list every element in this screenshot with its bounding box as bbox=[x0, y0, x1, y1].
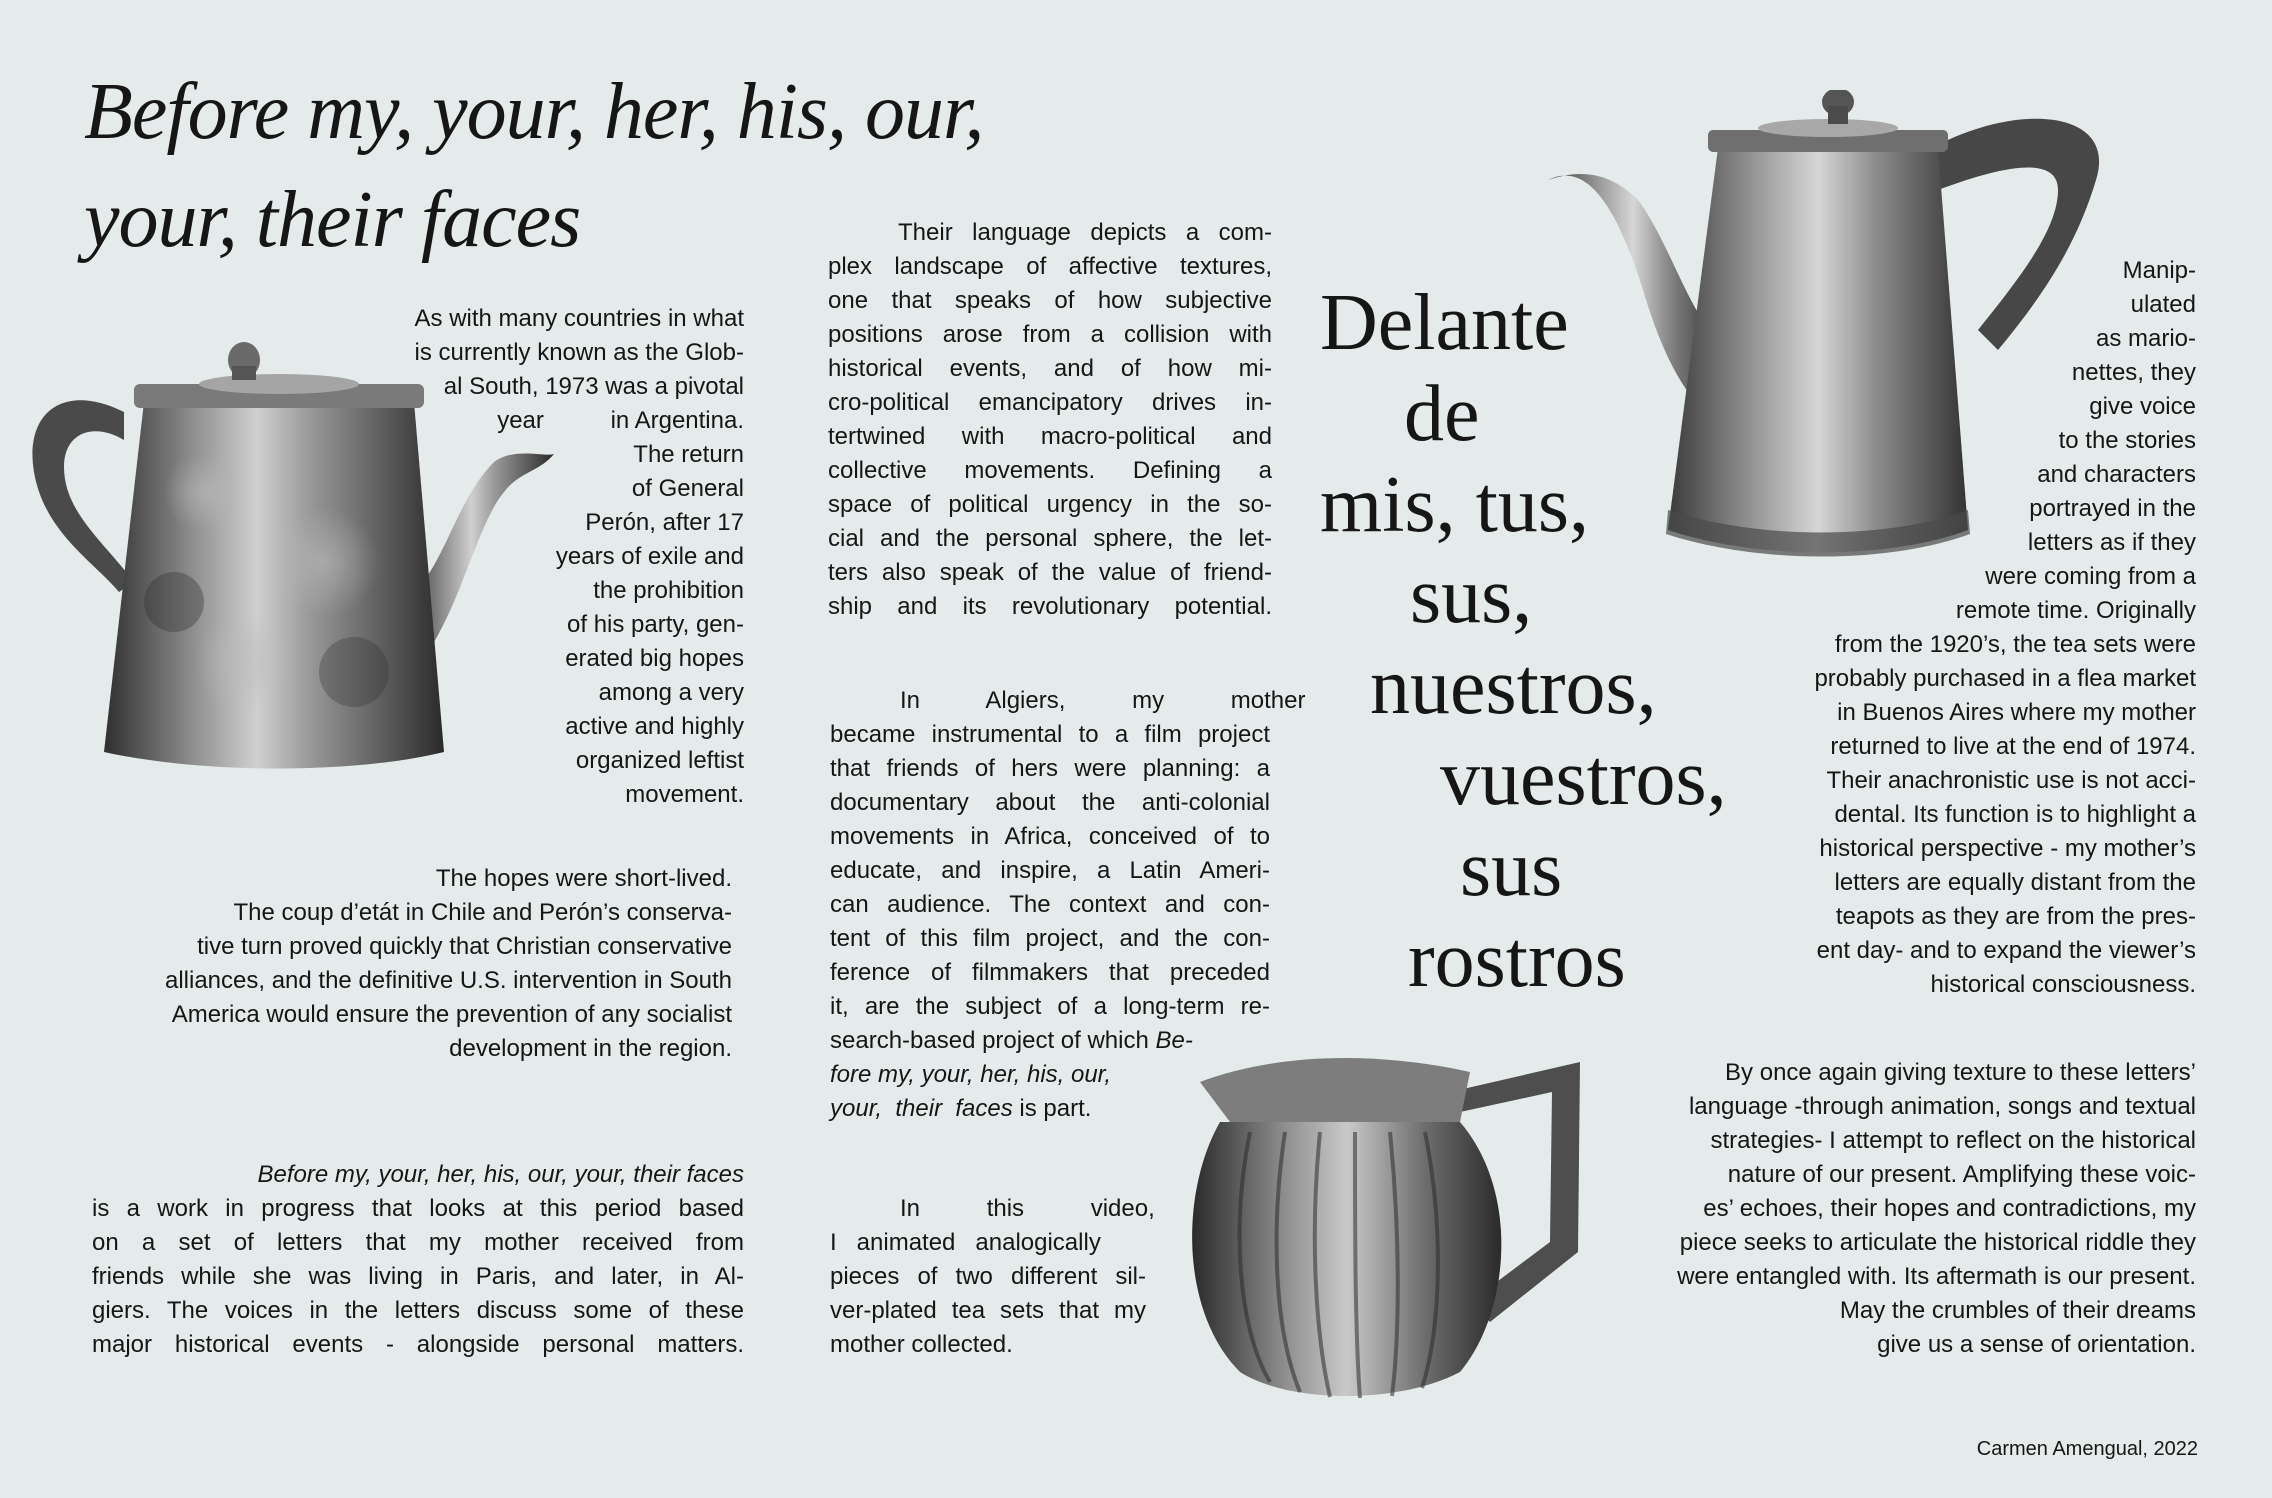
project-title-italic: Before my, your, her, his, our, your, their faces bbox=[257, 1161, 744, 1188]
project-paragraph bbox=[92, 1158, 744, 1362]
video-paragraph bbox=[830, 1192, 1155, 1362]
marionettes-paragraph bbox=[1746, 254, 2196, 1002]
spanish-title-line: de bbox=[1404, 370, 1480, 458]
project-text: Before my, your, her, his, our, your, their faces is a work in progress that looks at this period based on a set of letters that my mother received from friends while she was living in Paris, and later, in Al- giers. The voices in the letters discuss some of these major historical events - alongside personal matters. bbox=[92, 1158, 744, 1362]
marionettes-text: Manip- ulated as mario- nettes, they give voice to the stories and characters portrayed in the letters as if they were coming from a remote time. Originally from the 1920’s, the tea sets were probably purchased in a flea market in Buenos Aires where my mother returned to live at the end of 1974. Their anachronistic use is not acci- dental. Its function is to highlight a historical perspective - my mother’s letters are equally distant from the teapots as they are from the pres- ent day- and to expand the viewer’s historical consciousness. bbox=[1814, 257, 2196, 998]
intro-text: As with many countries in what is currently known as the Glob- al South, 1973 was a pivotal year in Argentina. The return of General Perón, after 17 years of exile and the prohibition of his party, gen- erated big hopes among a very active and highly organized leftist movement. bbox=[414, 305, 744, 808]
credit-line: Carmen Amengual, 2022 bbox=[1976, 1438, 2198, 1460]
intro-paragraph bbox=[330, 302, 744, 812]
spanish-title-line: mis, tus, bbox=[1320, 461, 1589, 549]
creamer-image bbox=[1160, 1052, 1580, 1404]
algiers-text: In Algiers, my mother became instrumental to a film project that friends of hers were planning: a documentary about the anti-colonial movements in Africa, conceived of to educate, and inspire, a Latin Ameri- can audience. The context and con- tent of this film project, and the con- ference of filmmakers that preceded it, are the subject of a long-term re- search-based project of which Be- fore my, your, her, his, our, your, their faces is part. bbox=[830, 684, 1270, 1126]
spanish-title-line: vuestros, bbox=[1440, 734, 1727, 822]
hopes-paragraph bbox=[96, 862, 732, 1066]
spanish-title-line: sus, bbox=[1410, 552, 1533, 640]
algiers-last-line: your, their faces is part. bbox=[830, 1095, 1092, 1122]
hopes-text: The hopes were short-lived. The coup d’etát in Chile and Perón’s conserva- tive turn proved quickly that Christian conservative alliances, and the definitive U.S. intervention in South America would ensure the prevention of any socialist development in the region. bbox=[164, 865, 732, 1062]
video-text: In this video, I animated analogically pieces of two different sil- ver-plated tea sets that my mother collected. bbox=[830, 1195, 1155, 1358]
language-text: Their language depicts a com- plex landscape of affective textures, one that speaks of how subjective positions arose from a collision with historical events, and of how mi- cro-political emancipatory drives in- tertwined with macro-political and collective movements. Defining a space of political urgency in the so- cial and the personal sphere, the let- ters also speak of the value of friend- ship and its revolutionary potential. bbox=[828, 219, 1272, 620]
texture-paragraph bbox=[1590, 1056, 2196, 1362]
page-title-line-2: your, their faces bbox=[84, 176, 581, 264]
language-paragraph bbox=[828, 216, 1272, 624]
algiers-line-with-italic: search-based project of which Be- bbox=[830, 1027, 1193, 1054]
spanish-title-line: nuestros, bbox=[1370, 643, 1657, 731]
spanish-title-line: rostros bbox=[1408, 916, 1626, 1004]
spanish-title-line: sus bbox=[1460, 825, 1563, 913]
page-title-line-1: Before my, your, her, his, our, bbox=[84, 68, 984, 156]
texture-text: By once again giving texture to these letters’ language -through animation, songs and textual strategies- I attempt to reflect on the historical nature of our present. Amplifying these voic- es’ echoes, their hopes and contradictions, my piece seeks to articulate the historical riddle they were entangled with. Its aftermath is our present. May the crumbles of their dreams give us a sense of orientation. bbox=[1677, 1059, 2196, 1358]
spanish-title-line: Delante bbox=[1320, 279, 1569, 367]
